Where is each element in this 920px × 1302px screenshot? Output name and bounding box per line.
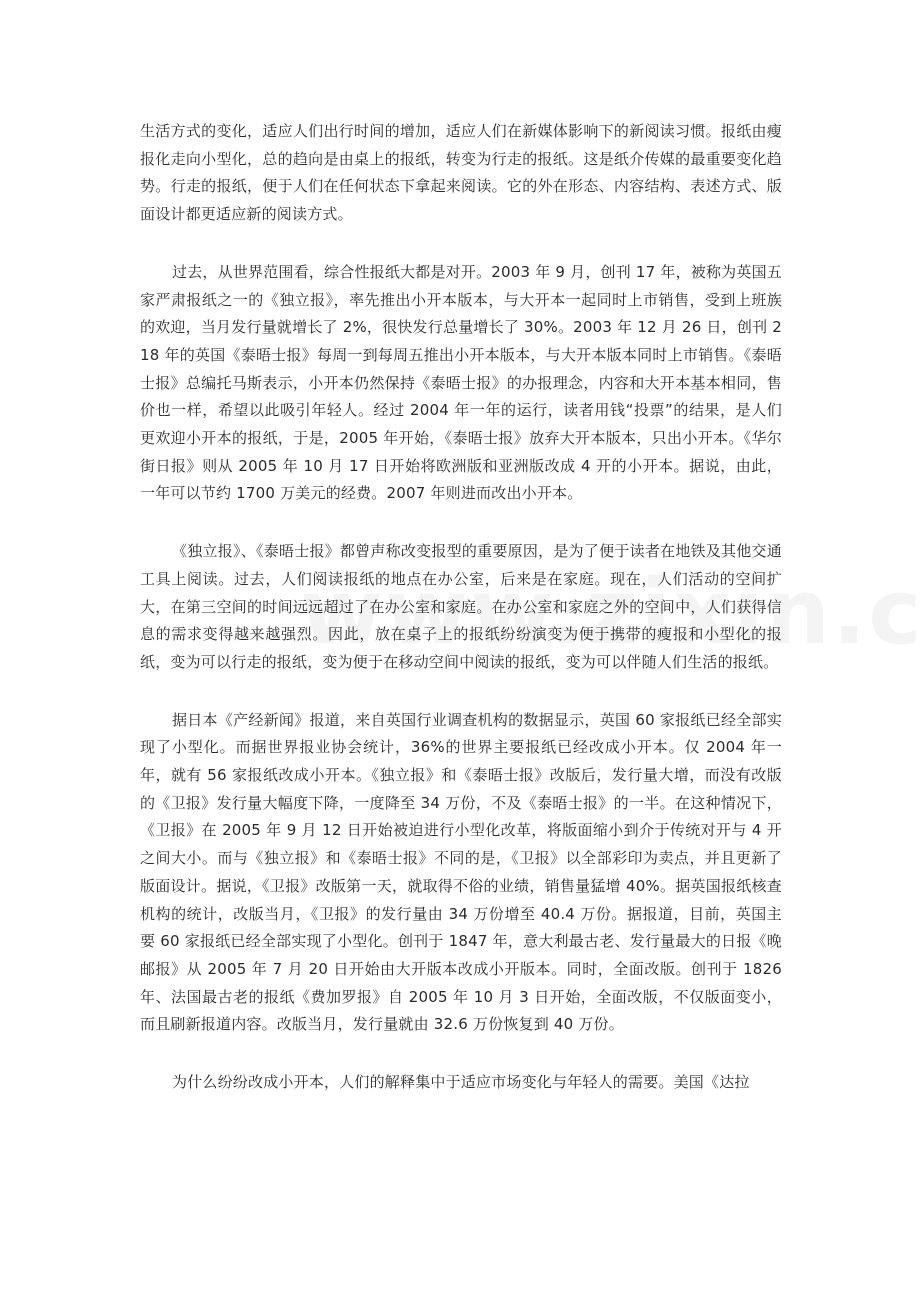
- paragraph-2: 过去，从世界范围看，综合性报纸大都是对开。2003 年 9 月，创刊 17 年，被称为英国五家严肃报纸之一的《独立报》，率先推出小开本版本，与大开本一起同时上市销售，受到上班族的欢迎，当月发行量就增长了 2%，很快发行总量增长了 30%。2003 年 12 月 26 日，创刊 218 年的英国《泰晤士报》每周一到每周五推出小开本版本，与大开本版本同时上市销售。《泰晤士报》总编托马斯表示，小开本仍然保持《泰晤士报》的办报理念，内容和大开本基本相同，售价也一样，希望以此吸引年轻人。经过 2004 年一年的运行，读者用钱“投票”的结果，是人们更欢迎小开本的报纸，于是，2005 年开始，《泰晤士报》放弃大开本版本，只出小开本。《华尔街日报》则从 2005 年 10 月 17 日开始将欧洲版和亚洲版改成 4 开的小开本。据说，由此，一年可以节约 1700 万美元的经费。2007 年则进而改出小开本。: [140, 262, 782, 503]
- paragraph-5: 为什么纷纷改成小开本，人们的解释集中于适应市场变化与年轻人的需要。美国《达拉: [172, 1073, 750, 1092]
- paragraph-4: 据日本《产经新闻》报道，来自英国行业调查机构的数据显示，英国 60 家报纸已经全部实现了小型化。而据世界报业协会统计，36%的世界主要报纸已经改成小开本。仅 2004 年一年，就有 56 家报纸改成小开本。《独立报》和《泰晤士报》改版后，发行量大增，而没有改版的《卫报》发行量大幅度下降，一度降至 34 万份，不及《泰晤士报》的一半。在这种情况下，《卫报》在 2005 年 9 月 12 日开始被迫进行小型化改革，将版面缩小到介于传统对开与 4 开之间大小。而与《独立报》和《泰晤士报》不同的是，《卫报》以全部彩印为卖点，并且更新了版面设计。据说，《卫报》改版第一天，就取得不俗的业绩，销售量猛增 40%。据英国报纸核查机构的统计，改版当月，《卫报》的发行量由 34 万份增至 40.4 万份。据报道，目前，英国主要 60 家报纸已经全部实现了小型化。创刊于 1847 年，意大利最古老、发行量最大的日报《晚邮报》从 2005 年 7 月 20 日开始由大开版本改成小开版本。同时，全面改版。创刊于 1826 年、法国最古老的报纸《费加罗报》自 2005 年 10 月 3 日开始，全面改版，不仅版面变小，而且刷新报道内容。改版当月，发行量就由 32.6 万份恢复到 40 万份。: [140, 710, 782, 1034]
- paragraph-1: 生活方式的变化，适应人们出行时间的增加，适应人们在新媒体影响下的新阅读习惯。报纸由瘦报化走向小型化，总的趋向是由桌上的报纸，转变为行走的报纸。这是纸介传媒的最重要变化趋势。行走的报纸，便于人们在任何状态下拿起来阅读。它的外在形态、内容结构、表述方式、版面设计都更适应新的阅读方式。: [140, 122, 782, 224]
- article-body: [140, 118, 782, 1127]
- paragraph-3: 《独立报》、《泰晤士报》都曾声称改变报型的重要原因，是为了便于读者在地铁及其他交通工具上阅读。过去，人们阅读报纸的地点在办公室，后来是在家庭。现在，人们活动的空间扩大，在第三空间的时间远远超过了在办公室和家庭。在办公室和家庭之外的空间中，人们获得信息的需求变得越来越强烈。因此，放在桌子上的报纸纷纷演变为便于携带的瘦报和小型化的报纸，变为可以行走的报纸，变为便于在移动空间中阅读的报纸，变为可以伴随人们生活的报纸。: [140, 542, 782, 671]
